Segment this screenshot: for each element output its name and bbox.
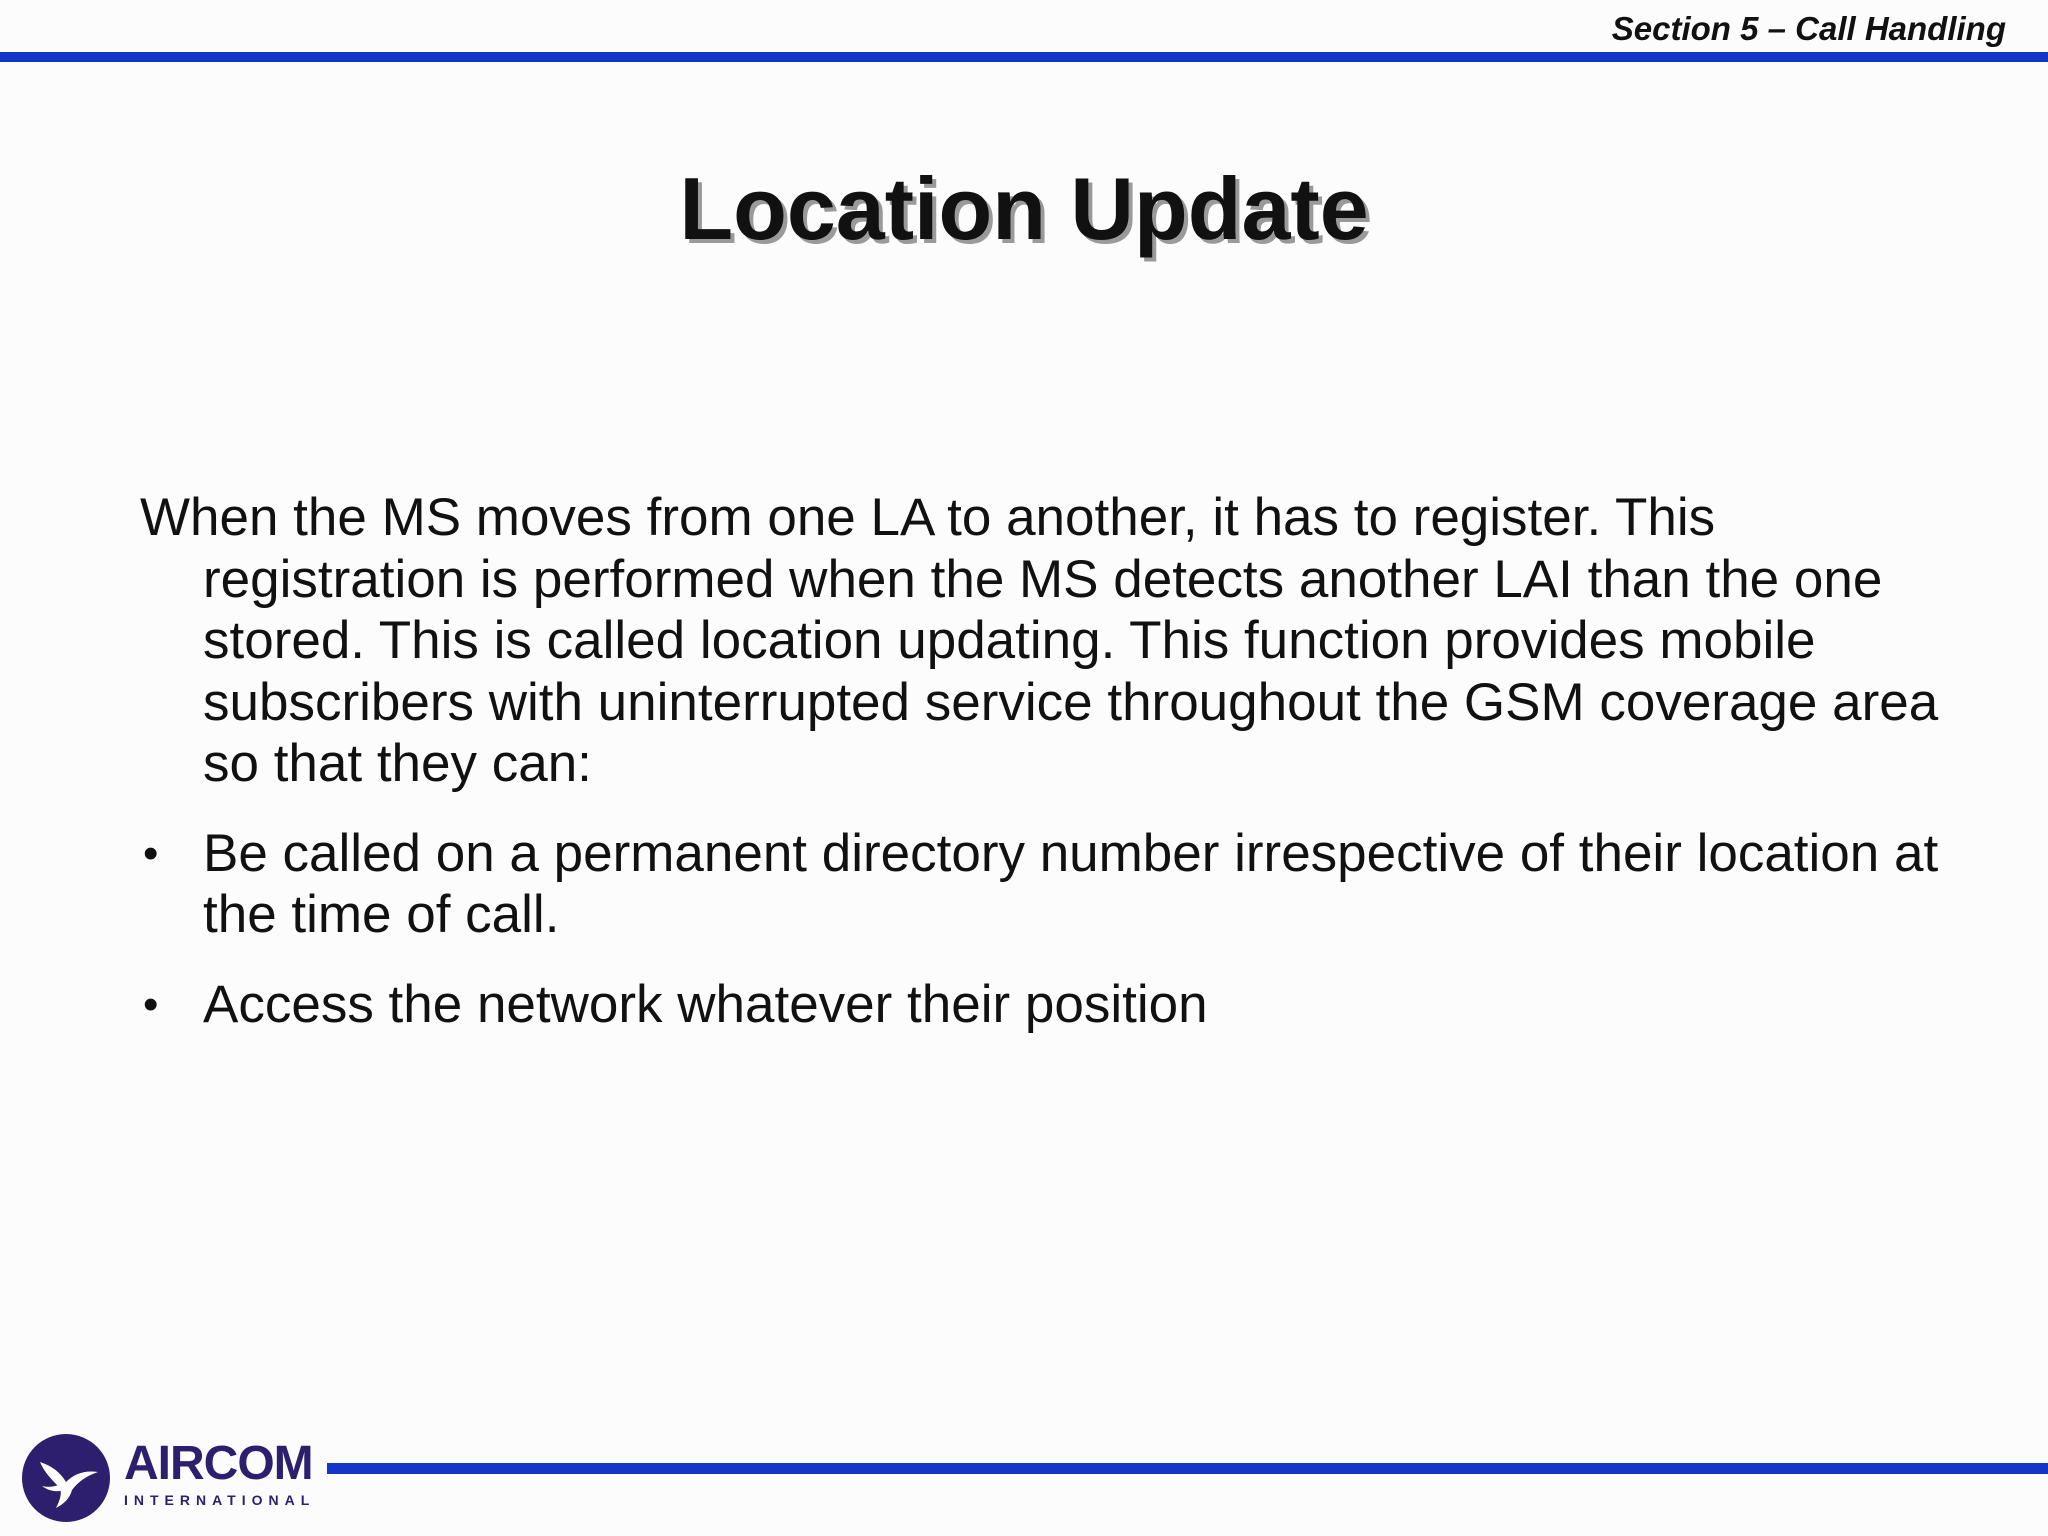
footer-divider (327, 1463, 2048, 1474)
logo-wordmark: AIRCOM (124, 1437, 313, 1490)
bird-emblem-icon (20, 1432, 112, 1524)
bullet-item (140, 823, 1980, 946)
bullet-item (140, 974, 1980, 1036)
bullet-text: Be called on a permanent directory number irrespective of their location at the time of call. (203, 823, 1939, 944)
section-label: Section 5 – Call Handling (1611, 10, 2006, 47)
bullet-list (140, 823, 1980, 1036)
logo-subtitle: INTERNATIONAL (124, 1492, 316, 1508)
bullet-text: Access the network whatever their position (203, 974, 1208, 1034)
intro-paragraph: When the MS moves from one LA to another, it has to register. This registration is performed when the MS detects another LAI than the one stored. This is called location updating. This function provides mobile subscribers with uninterrupted service throughout the GSM coverage area so that they can: (140, 488, 1939, 793)
bullet-icon: • (143, 979, 159, 1029)
bullet-icon: • (143, 828, 159, 878)
slide-body (140, 487, 1980, 1035)
aircom-logo (20, 1432, 320, 1524)
slide-title: Location Update (679, 159, 1369, 258)
header-divider (0, 52, 2048, 62)
